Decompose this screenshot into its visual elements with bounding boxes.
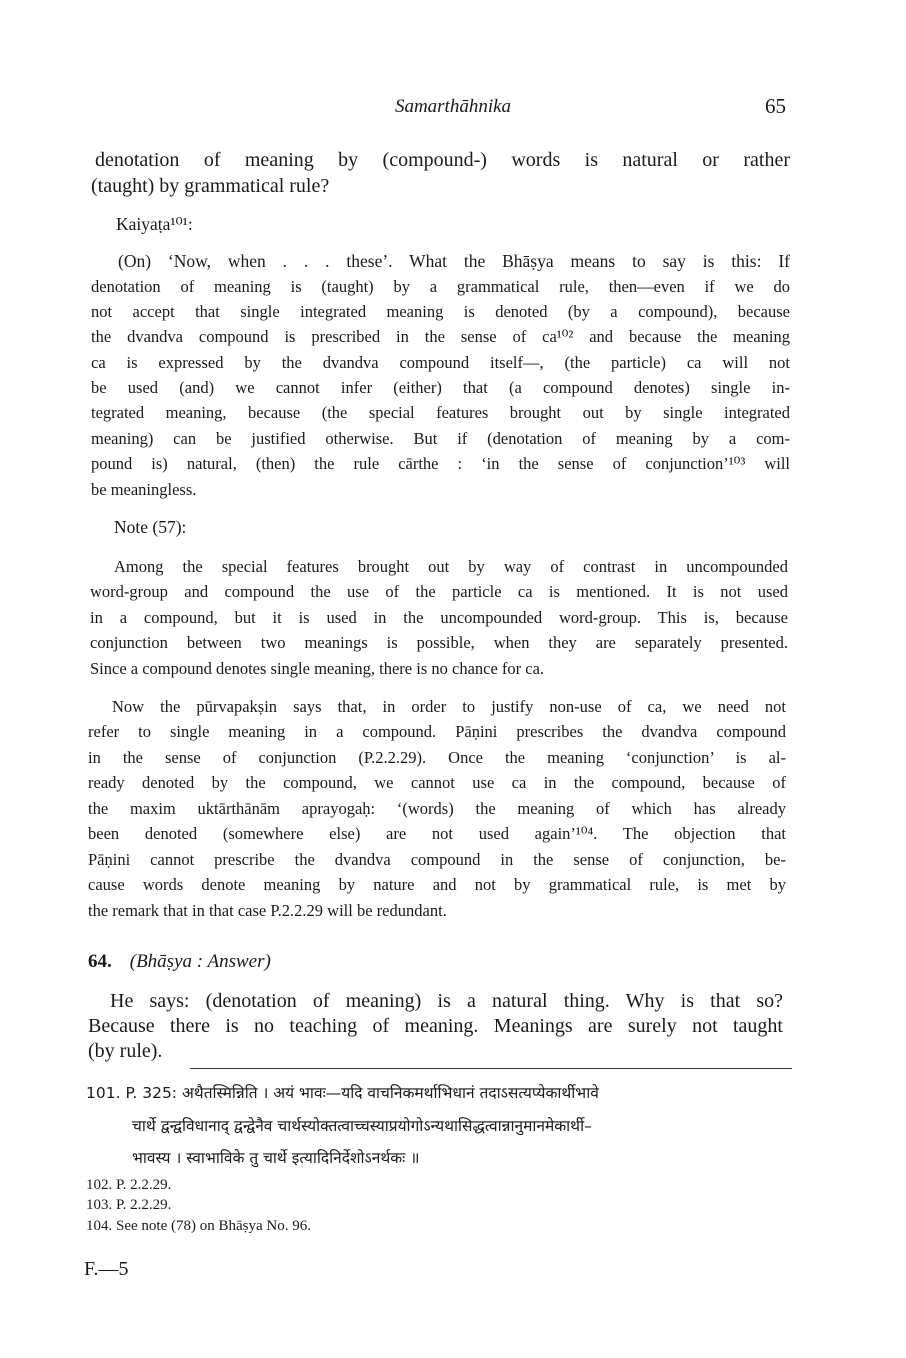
answer-line-3: (by rule). xyxy=(88,1040,163,1062)
footnote-101-line-2: चार्थे द्वन्द्वविधानाद् द्वन्द्वेनैव चार्थस्योक्तत्वाच्चस्याप्रयोगोऽन्यथासिद्धत्वान्नानुमानमेकार्थी– xyxy=(132,1117,592,1135)
kaiyata-line-3: not accept that single integrated meaning is denoted (by a compound), because xyxy=(91,302,790,321)
footnote-102: 102. P. 2.2.29. xyxy=(86,1177,172,1193)
note-p2-line-9: the remark that in that case P.2.2.29 will be redundant. xyxy=(88,901,447,920)
running-head-title: Samarthāhnika xyxy=(394,96,512,117)
section-heading xyxy=(88,951,271,973)
note-p1-line-3: in a compound, but it is used in the uncompounded word-group. This is, because xyxy=(90,608,788,627)
note-p2-line-1: Now the pūrvapakṣin says that, in order to justify non-use of ca, we need not xyxy=(112,697,786,716)
section-label: (Bhāṣya : Answer) xyxy=(129,951,271,972)
footnote-103: 103. P. 2.2.29. xyxy=(86,1197,172,1213)
note-p1-line-2: word-group and compound the use of the particle ca is mentioned. It is not used xyxy=(90,582,788,601)
footnote-104: 104. See note (78) on Bhāṣya No. 96. xyxy=(86,1218,311,1234)
kaiyata-line-4: the dvandva compound is prescribed in the sense of ca¹⁰² and because the meaning xyxy=(91,327,790,346)
kaiyata-line-7: tegrated meaning, because (the special features brought out by single integrated xyxy=(91,403,790,422)
answer-line-2: Because there is no teaching of meaning. Meanings are surely not taught xyxy=(88,1015,783,1037)
kaiyata-line-2: denotation of meaning is (taught) by a grammatical rule, then—even if we do xyxy=(91,277,790,296)
kaiyata-label: Kaiyaṭa¹⁰¹: xyxy=(116,214,193,234)
note-p1-line-4: conjunction between two meanings is possible, when they are separately presented. xyxy=(90,633,788,652)
answer-line-1: He says: (denotation of meaning) is a natural thing. Why is that so? xyxy=(110,990,783,1012)
note-p1-line-5: Since a compound denotes single meaning, there is no chance for ca. xyxy=(90,659,545,678)
printer-signature: F.—5 xyxy=(84,1258,129,1280)
note-p2-line-6: been denoted (somewhere else) are not used again’¹⁰⁴. The objection that xyxy=(88,824,786,843)
note-p2-line-4: ready denoted by the compound, we cannot use ca in the compound, because of xyxy=(88,773,786,792)
note-p2-line-3: in the sense of conjunction (P.2.2.29). Once the meaning ‘conjunction’ is al- xyxy=(88,748,786,767)
note-p2-line-7: Pāṇini cannot prescribe the dvandva compound in the sense of conjunction, be- xyxy=(88,850,786,869)
kaiyata-line-6: be used (and) we cannot infer (either) that (a compound denotes) single in- xyxy=(91,378,790,397)
footnote-101-line-1: 101. P. 325: अथैतस्मिन्निति । अयं भावः—यदि वाचनिकमर्थाभिधानं तदाऽसत्यप्येकार्थीभावे xyxy=(86,1084,599,1102)
kaiyata-line-9: pound is) natural, (then) the rule cārthe : ‘in the sense of conjunction’¹⁰³ will xyxy=(91,454,790,473)
note-p2-line-8: cause words denote meaning by nature and not by grammatical rule, is met by xyxy=(88,875,786,894)
note-p1-line-1: Among the special features brought out by way of contrast in uncompounded xyxy=(114,557,788,576)
page-number: 65 xyxy=(765,94,786,118)
note-label: Note (57): xyxy=(114,517,187,537)
kaiyata-line-10: be meaningless. xyxy=(91,480,197,499)
footnote-101-line-3: भावस्य । स्वाभाविके तु चार्थे इत्यादिनिर्देशोऽनर्थकः ॥ xyxy=(132,1149,420,1167)
section-number: 64. xyxy=(88,951,112,972)
note-p2-line-2: refer to single meaning in a compound. Pāṇini prescribes the dvandva compound xyxy=(88,722,786,741)
kaiyata-line-5: ca is expressed by the dvandva compound itself—, (the particle) ca will not xyxy=(91,353,790,372)
intro-line-2: (taught) by grammatical rule? xyxy=(91,175,330,197)
footnote-rule xyxy=(190,1068,792,1069)
kaiyata-line-1: (On) ‘Now, when . . . these’. What the Bhāṣya means to say is this: If xyxy=(118,251,790,271)
kaiyata-line-8: meaning) can be justified otherwise. But if (denotation of meaning by a com- xyxy=(91,429,790,448)
intro-line-1: denotation of meaning by (compound-) words is natural or rather xyxy=(95,149,790,171)
note-p2-line-5: the maxim uktārthānām aprayogaḥ: ‘(words) the meaning of which has already xyxy=(88,799,786,818)
